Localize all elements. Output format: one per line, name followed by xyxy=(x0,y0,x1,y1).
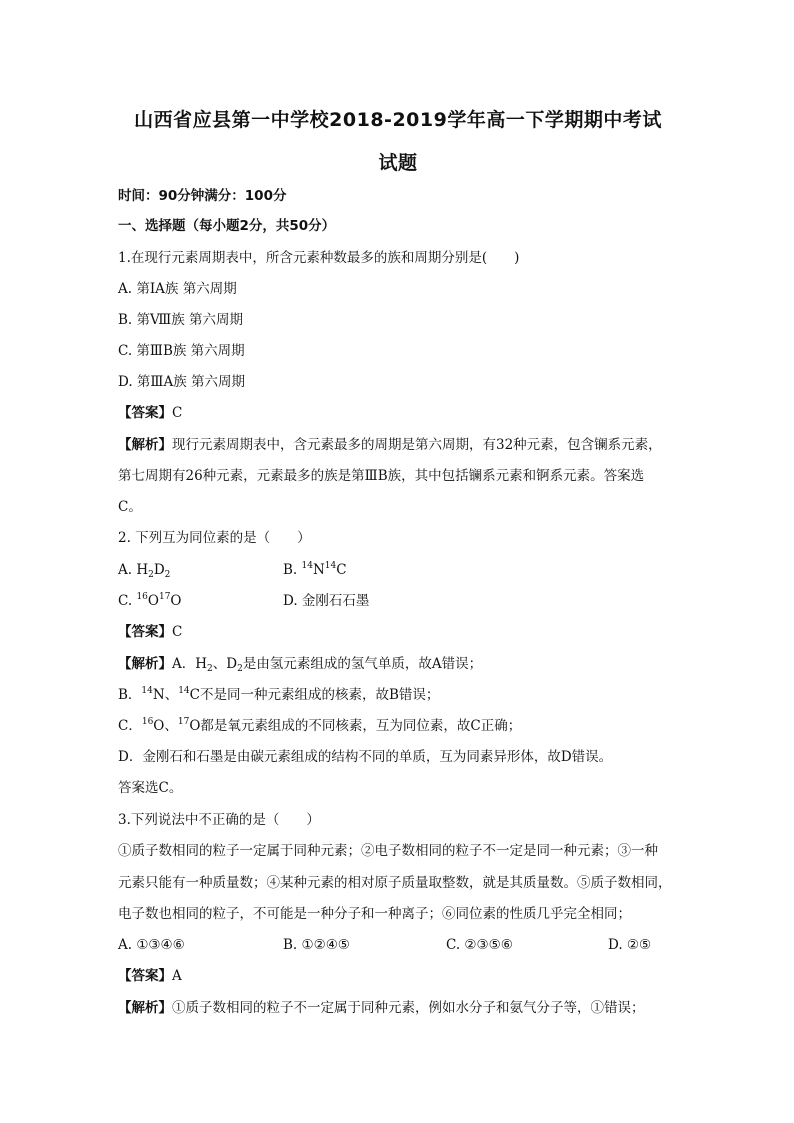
q2-option-a: A. $H_2D_2$ xyxy=(118,562,171,580)
q2-analysis-b: B．$^{14}$N、$^{14}$C不是同一种元素组成的核素，故B错误； xyxy=(118,686,440,703)
q2-analysis-d: D．金刚石和石墨是由碳元素组成的结构不同的单质，互为同素异形体，故D错误。 xyxy=(118,749,613,765)
exam-meta: 时间：90分钟满分：100分 xyxy=(118,188,287,204)
q3-body-line3: 电子数也相同的粒子，不可能是一种分子和一种离子；⑥同位素的性质几乎完全相同； xyxy=(118,906,631,922)
q1-analysis-line2: 第七周期有26种元素，元素最多的族是第ⅢB族，其中包括镧系元素和锕系元素。答案选 xyxy=(118,468,645,484)
q2-analysis-a: 【解析】A．$H_2$、$D_2$是由氢元素组成的氢气单质，故A错误； xyxy=(118,656,483,674)
q2-option-c: C. $^{16}O^{17}O$ xyxy=(118,592,182,609)
page-title: 山西省应县第一中学校2018-2019学年高一下学期期中考试 xyxy=(134,109,662,131)
q1-option-b: B. 第Ⅷ族 第六周期 xyxy=(118,312,244,328)
q2-answer: 【答案】C xyxy=(118,624,183,640)
q3-option-b: B. ①②④⑤ xyxy=(283,937,350,953)
q3-option-a: A. ①③④⑥ xyxy=(118,937,185,953)
q1-stem: 1.在现行元素周期表中，所含元素种数最多的族和周期分别是( ) xyxy=(118,250,520,266)
q1-analysis-line3: C。 xyxy=(118,499,142,515)
q3-analysis: 【解析】①质子数相同的粒子不一定属于同种元素，例如水分子和氨气分子等，①错误； xyxy=(118,1000,645,1016)
page-title-cont: 试题 xyxy=(378,152,418,174)
q1-option-d: D. 第ⅢA族 第六周期 xyxy=(118,374,245,390)
q2-option-d: D. 金刚石石墨 xyxy=(283,593,370,609)
q2-stem: 2. 下列互为同位素的是（ ） xyxy=(118,530,311,546)
answer-label: 【答案】 xyxy=(118,405,172,421)
q2-analysis-end: 答案选C。 xyxy=(118,780,183,796)
q1-option-c: C. 第ⅢB族 第六周期 xyxy=(118,343,245,359)
q2-analysis-c: C．$^{16}$O、$^{17}$O都是氧元素组成的不同核素，互为同位素，故C正确； xyxy=(118,717,522,734)
q3-stem: 3.下列说法中不正确的是（ ） xyxy=(118,812,320,828)
q3-option-c: C. ②③⑤⑥ xyxy=(446,937,513,953)
q3-answer: 【答案】A xyxy=(118,968,182,984)
q1-analysis-line1: 【解析】现行元素周期表中，含元素最多的周期是第六周期，有32种元素，包含镧系元素， xyxy=(118,437,662,453)
q1-option-a: A. 第ⅠA族 第六周期 xyxy=(118,281,237,297)
q1-answer: 【答案】C xyxy=(118,405,183,421)
q2-option-b: B. $^{14}N^{14}C$ xyxy=(283,561,347,578)
section-heading: 一、选择题（每小题2分，共50分） xyxy=(118,218,336,234)
q3-option-d: D. ②⑤ xyxy=(608,937,652,953)
q3-body-line1: ①质子数相同的粒子一定属于同种元素；②电子数相同的粒子不一定是同一种元素；③一种 xyxy=(118,843,658,859)
analysis-label: 【解析】 xyxy=(118,437,172,453)
q3-body-line2: 元素只能有一种质量数；④某种元素的相对原子质量取整数，就是其质量数。⑤质子数相同， xyxy=(118,875,672,891)
